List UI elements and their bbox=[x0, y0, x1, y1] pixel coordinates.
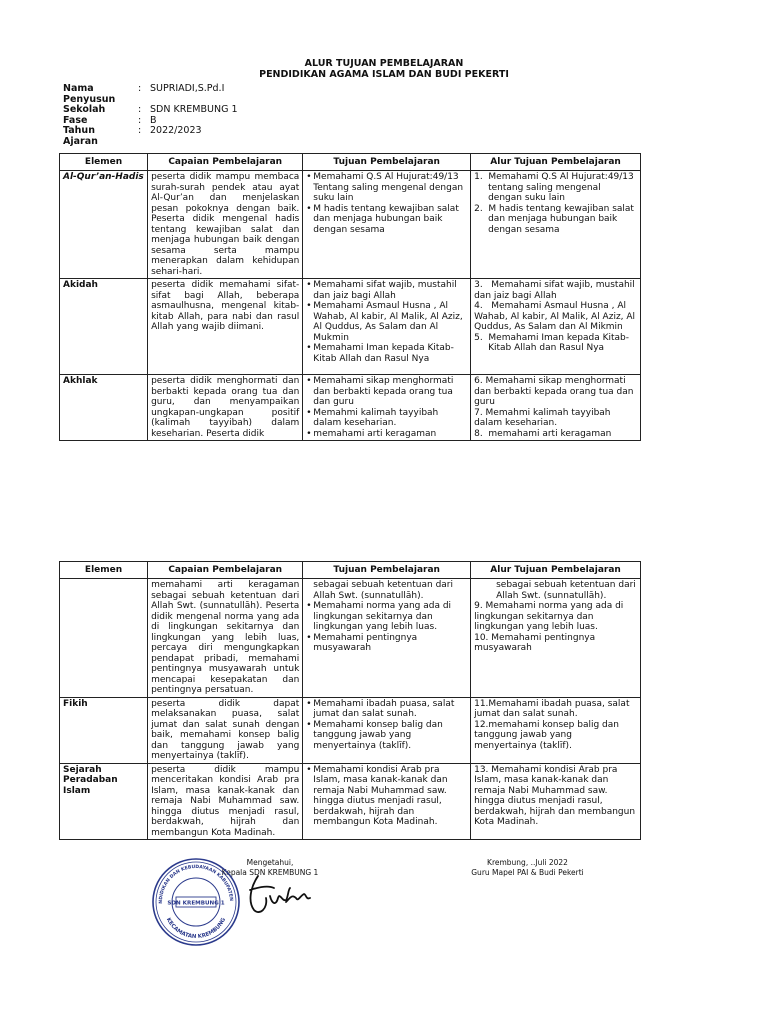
tujuan-cell bbox=[303, 763, 471, 840]
capaian-cell: peserta didik mampu membaca surah-surah pendek atau ayat Al-Qur’an dan menjelaskan pesan pokoknya dengan baik. Peserta didik mengenal hadis tentang kewajiban salat dan menjaga hubungan baik dengan sesama serta mampu menerapkan dalam kehidupan sehari-hari. bbox=[148, 171, 303, 279]
alur-item: 5. Memahami Iman kepada Kitab-Kitab Allah dan Rasul Nya bbox=[474, 332, 629, 353]
meta-label: Penyusun bbox=[63, 93, 116, 105]
tujuan-item: • Memahami ibadah puasa, salat jumat dan salat sunah. bbox=[306, 699, 467, 720]
tujuan-item: • Memahmi kalimah tayyibah dalam keseharian. bbox=[306, 408, 467, 429]
elemen-cell: Sejarah Peradaban Islam bbox=[60, 763, 148, 840]
alur-item: 9. Memahami norma yang ada di lingkungan sekitarnya dan lingkungan yang lebih luas. bbox=[474, 601, 624, 632]
capaian-cell: peserta didik mampu menceritakan kondisi Arab pra Islam, masa kanak-kanak dan remaja Nabi Muhammad saw. hingga diutus menjadi rasul, berdakwah, hijrah dan membangun Kota Madinah. bbox=[148, 763, 303, 840]
meta-value-sekolah: SDN KREMBUNG 1 bbox=[150, 104, 238, 115]
signature-block-teacher bbox=[450, 858, 605, 878]
stamp-label: SDN KREMBUNG 1 bbox=[167, 900, 225, 907]
meta-label: Ajaran bbox=[63, 135, 98, 147]
alur-cell bbox=[471, 763, 641, 840]
tujuan-item: • Memahami Asmaul Husna , Al Wahab, Al kabir, Al Malik, Al Aziz, Al Quddus, As Salam dan Al Mukmin bbox=[306, 301, 467, 343]
table-row bbox=[60, 763, 641, 840]
elemen-cell: Akhlak bbox=[60, 375, 148, 441]
atp-table-page-2 bbox=[59, 561, 641, 840]
stamp-ring-top: NDIDIKAN DAN KEBUDAYAAN KABUPATEN bbox=[158, 864, 234, 904]
capaian-cell: peserta didik dapat melaksanakan puasa, salat jumat dan salat sunah dengan baik, memahami konsep balig dan tanggung jawab yang menyertainya (taklīf). bbox=[148, 697, 303, 763]
alur-item: 1. Memahami Q.S Al Hujurat:49/13 tentang saling mengenal dengan suku lain bbox=[474, 172, 634, 203]
alur-item: 11.Memahami ibadah puasa, salat jumat dan salat sunah. bbox=[474, 698, 630, 719]
meta-row-penyusun bbox=[63, 84, 238, 105]
alur-cell bbox=[471, 171, 641, 279]
signature-caption: Mengetahui, bbox=[246, 858, 294, 867]
tujuan-item: • Memahami pentingnya musyawarah bbox=[306, 633, 467, 654]
tujuan-item: • M hadis tentang kewajiban salat dan menjaga hubungan baik dengan sesama bbox=[306, 204, 467, 236]
capaian-cell: peserta didik menghormati dan berbakti kepada orang tua dan guru, dan menyampaikan ungkapan-ungkapan positif (kalimah tayyibah) dalam keseharian. Peserta didik bbox=[148, 375, 303, 441]
header-alur: Alur Tujuan Pembelajaran bbox=[471, 154, 641, 171]
elemen-cell: Fikih bbox=[60, 697, 148, 763]
alur-cell bbox=[471, 579, 641, 698]
alur-item: 4. Memahami Asmaul Husna , Al Wahab, Al kabir, Al Malik, Al Aziz, Al Quddus, As Salam dan Al Mikmin bbox=[474, 301, 636, 332]
header-capaian: Capaian Pembelajaran bbox=[148, 154, 303, 171]
meta-colon: : bbox=[138, 104, 142, 115]
meta-label: Tahun bbox=[63, 125, 95, 136]
signature-title: Kepala SDN KREMBUNG 1 bbox=[221, 868, 319, 877]
capaian-cell: memahami arti keragaman sebagai sebuah ketentuan dari Allah Swt. (sunnatullāh). Peserta didik mengenal norma yang ada di lingkungan sekitarnya dan lingkungan yang lebih luas, percaya diri mengungkapkan pendapat pribadi, memahami pentingnya musyawarah untuk mencapai kesepakatan dan pentingnya persatuan. bbox=[148, 579, 303, 698]
page-subtitle: PENDIDIKAN AGAMA ISLAM DAN BUDI PEKERTI bbox=[259, 69, 509, 80]
tujuan-cell bbox=[303, 579, 471, 698]
meta-colon: : bbox=[138, 114, 142, 126]
alur-item: 8. memahami arti keragaman bbox=[474, 428, 612, 439]
tujuan-cell bbox=[303, 375, 471, 441]
document-meta bbox=[63, 84, 238, 147]
tujuan-item: • Memahami Iman kepada Kitab-Kitab Allah dan Rasul Nya bbox=[306, 343, 467, 364]
elemen-cell bbox=[60, 579, 148, 698]
tujuan-item: • Memahami Q.S Al Hujurat:49/13 Tentang saling mengenal dengan suku lain bbox=[306, 172, 467, 204]
alur-cell bbox=[471, 697, 641, 763]
meta-label: Fase bbox=[63, 114, 88, 126]
elemen-cell: Al-Qur’an-Hadis bbox=[60, 171, 148, 279]
meta-colon: : bbox=[138, 83, 142, 94]
meta-label: Sekolah bbox=[63, 104, 106, 115]
table-row bbox=[60, 579, 641, 698]
alur-item: 3. Memahami sifat wajib, mustahil dan jaiz bagi Allah bbox=[474, 280, 635, 301]
meta-colon: : bbox=[138, 125, 142, 136]
alur-item: 13. Memahami kondisi Arab pra Islam, masa kanak-kanak dan remaja Nabi Muhammad saw. hingga diutus menjadi rasul, berdakwah, hijrah dan membangun Kota Madinah. bbox=[474, 764, 636, 827]
table-row bbox=[60, 171, 641, 279]
header-tujuan: Tujuan Pembelajaran bbox=[303, 562, 471, 579]
alur-cell bbox=[471, 375, 641, 441]
tujuan-cell bbox=[303, 171, 471, 279]
tujuan-cell bbox=[303, 697, 471, 763]
header-elemen: Elemen bbox=[60, 154, 148, 171]
signature-date: Krembung, ..Juli 2022 bbox=[487, 858, 568, 867]
alur-item: 12.memahami konsep balig dan tanggung jawab yang menyertainya (taklīf). bbox=[474, 719, 619, 751]
handwritten-signature bbox=[240, 868, 315, 918]
table-row bbox=[60, 697, 641, 763]
stamp-ring-bottom: KECAMATAN KREMBUNG bbox=[164, 917, 228, 941]
header-alur: Alur Tujuan Pembelajaran bbox=[471, 562, 641, 579]
tujuan-item: • Memahami konsep balig dan tanggung jawab yang menyertainya (taklīf). bbox=[306, 720, 467, 752]
tujuan-cell bbox=[303, 279, 471, 375]
meta-value-tahun: 2022/2023 bbox=[150, 125, 202, 136]
page-title: ALUR TUJUAN PEMBELAJARAN bbox=[304, 58, 464, 69]
signature-title: Guru Mapel PAI & Budi Pekerti bbox=[471, 868, 584, 877]
alur-item: 10. Memahami pentingnya musyawarah bbox=[474, 632, 596, 653]
meta-value-fase: B bbox=[150, 114, 157, 126]
table-header-row bbox=[60, 562, 641, 579]
alur-item: 2. M hadis tentang kewajiban salat dan menjaga hubungan baik dengan sesama bbox=[474, 203, 634, 235]
table-row bbox=[60, 375, 641, 441]
table-header-row bbox=[60, 154, 641, 171]
elemen-cell: Akidah bbox=[60, 279, 148, 375]
header-capaian: Capaian Pembelajaran bbox=[148, 562, 303, 579]
tujuan-item: • Memahami kondisi Arab pra Islam, masa kanak-kanak dan remaja Nabi Muhammad saw. hingga diutus menjadi rasul, berdakwah, hijrah dan membangun Kota Madinah. bbox=[306, 765, 467, 828]
meta-row-sekolah bbox=[63, 105, 238, 116]
table-row bbox=[60, 279, 641, 375]
capaian-cell: peserta didik memahami sifat-sifat bagi Allah, beberapa asmaulhusna, mengenal kitab-kitab Allah, para nabi dan rasul Allah yang wajib diimani. bbox=[148, 279, 303, 375]
tujuan-item: • Memahami sikap menghormati dan berbakti kepada orang tua dan guru bbox=[306, 376, 467, 408]
meta-row-tahun bbox=[63, 126, 238, 147]
alur-item: 7. Memahmi kalimah tayyibah dalam keseharian. bbox=[474, 407, 611, 428]
tujuan-item: • Memahami sifat wajib, mustahil dan jaiz bagi Allah bbox=[306, 280, 467, 301]
tujuan-item: • Memahami norma yang ada di lingkungan sekitarnya dan lingkungan yang lebih luas. bbox=[306, 601, 467, 633]
atp-table-page-1 bbox=[59, 153, 641, 441]
meta-value-penyusun: SUPRIADI,S.Pd.I bbox=[150, 83, 225, 94]
header-elemen: Elemen bbox=[60, 562, 148, 579]
alur-item: 6. Memahami sikap menghormati dan berbakti kepada orang tua dan guru bbox=[474, 376, 634, 407]
alur-cell bbox=[471, 279, 641, 375]
alur-item: sebagai sebuah ketentuan dari Allah Swt. (sunnatullāh). bbox=[496, 580, 636, 601]
meta-label: Nama bbox=[63, 83, 94, 94]
tujuan-item: • memahami arti keragaman bbox=[306, 429, 467, 440]
header-tujuan: Tujuan Pembelajaran bbox=[303, 154, 471, 171]
school-stamp-icon bbox=[150, 856, 242, 948]
tujuan-item: sebagai sebuah ketentuan dari Allah Swt. (sunnatullāh). bbox=[313, 580, 454, 601]
